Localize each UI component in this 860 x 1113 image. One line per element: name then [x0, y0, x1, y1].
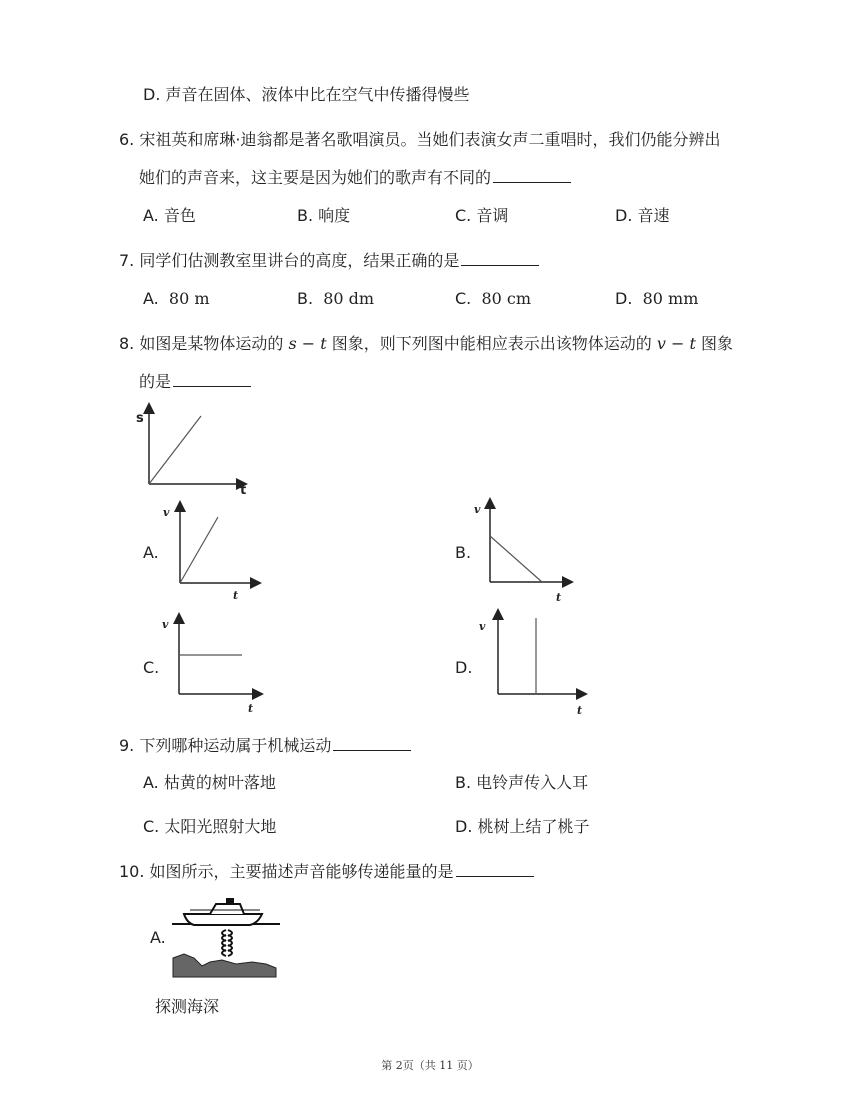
q8-option-d-graph — [474, 608, 589, 720]
q8-stem-line1 — [119, 334, 733, 354]
q6-stem-text: 她们的声音来，这主要是因为她们的歌声有不同的 — [139, 168, 492, 187]
q9-stem — [119, 736, 411, 756]
x-axis-label: t — [577, 704, 583, 717]
y-axis-label: v — [479, 620, 486, 633]
q8-option-c-graph — [158, 612, 268, 720]
q7-stem — [119, 251, 539, 271]
q9-option-a: A. 枯黄的树叶落地 — [143, 773, 276, 792]
graph-line — [490, 536, 542, 582]
sound-waves — [222, 930, 232, 956]
answer-blank — [173, 372, 251, 387]
q6-stem-line2 — [139, 168, 571, 188]
y-axis-label: s — [136, 411, 144, 426]
y-axis-label: v — [474, 503, 481, 516]
q9-option-b: B. 电铃声传入人耳 — [455, 773, 589, 792]
q7-stem-text: 7. 同学们估测教室里讲台的高度，结果正确的是 — [119, 251, 460, 270]
q8-option-c-letter: C. — [143, 658, 160, 677]
q9-stem-text: 9. 下列哪种运动属于机械运动 — [119, 736, 332, 755]
option-letter: B. — [297, 289, 314, 308]
x-axis-label: t — [556, 591, 562, 604]
q8-option-b-graph — [470, 497, 580, 605]
option-value: 80 mm — [642, 289, 699, 308]
q8-stem-math2: v − t — [656, 334, 696, 353]
q6-option-b: B. 响度 — [297, 206, 351, 225]
q7-option-a — [143, 289, 210, 309]
boat-hull — [184, 914, 262, 925]
q10-stem — [119, 862, 534, 882]
q8-option-a-letter: A. — [143, 543, 159, 562]
option-value: 80 m — [168, 289, 210, 308]
q9-option-d: D. 桃树上结了桃子 — [455, 817, 590, 836]
q8-option-b-letter: B. — [455, 543, 472, 562]
q6-stem-line1: 6. 宋祖英和席琳·迪翁都是著名歌唱演员。当她们表演女声二重唱时，我们仍能分辨出 — [119, 130, 721, 149]
q7-option-b — [297, 289, 374, 309]
q10-option-a-letter: A. — [150, 928, 166, 947]
q5-option-d: D. 声音在固体、液体中比在空气中传播得慢些 — [143, 85, 470, 104]
answer-blank — [493, 168, 571, 183]
q10-stem-text: 10. 如图所示，主要描述声音能够传递能量的是 — [119, 862, 454, 881]
boat-cabin — [210, 904, 244, 914]
q10-option-a-caption: 探测海深 — [155, 997, 220, 1016]
q8-stem-part3: 图象 — [701, 334, 734, 353]
x-axis-label: t — [248, 702, 254, 715]
s-t-graph — [130, 400, 260, 500]
graph-line — [180, 517, 218, 583]
seabed — [173, 954, 276, 977]
q8-stem-math1: s − t — [288, 334, 327, 353]
answer-blank — [333, 736, 411, 751]
boat-sonar-icon — [170, 892, 282, 982]
answer-blank — [456, 862, 534, 877]
q8-stem-part2: 图象，则下列图中能相应表示出该物体运动的 — [331, 334, 652, 353]
q9-option-c: C. 太阳光照射大地 — [143, 817, 277, 836]
q8-stem-line2 — [139, 372, 251, 392]
q7-option-c — [455, 289, 531, 309]
q8-option-d-letter: D. — [455, 658, 473, 677]
graph-line — [149, 416, 201, 484]
option-value: 80 cm — [481, 289, 532, 308]
option-letter: C. — [455, 289, 472, 308]
q8-stem-text: 的是 — [139, 372, 172, 391]
q8-stem-part1: 8. 如图是某物体运动的 — [119, 334, 284, 353]
x-axis-label: t — [233, 589, 239, 602]
y-axis-label: v — [162, 618, 169, 631]
q7-option-d — [615, 289, 698, 309]
y-axis-label: v — [163, 506, 170, 519]
option-value: 80 dm — [323, 289, 375, 308]
q6-option-a: A. 音色 — [143, 206, 196, 225]
q6-option-c: C. 音调 — [455, 206, 509, 225]
boat-mast — [226, 898, 234, 904]
q6-option-d: D. 音速 — [615, 206, 670, 225]
option-letter: A. — [143, 289, 159, 308]
q8-option-a-graph — [160, 500, 270, 605]
page-footer: 第 2页（共 11 页） — [381, 1059, 479, 1072]
option-letter: D. — [615, 289, 633, 308]
answer-blank — [461, 251, 539, 266]
x-axis-label: t — [240, 483, 247, 498]
